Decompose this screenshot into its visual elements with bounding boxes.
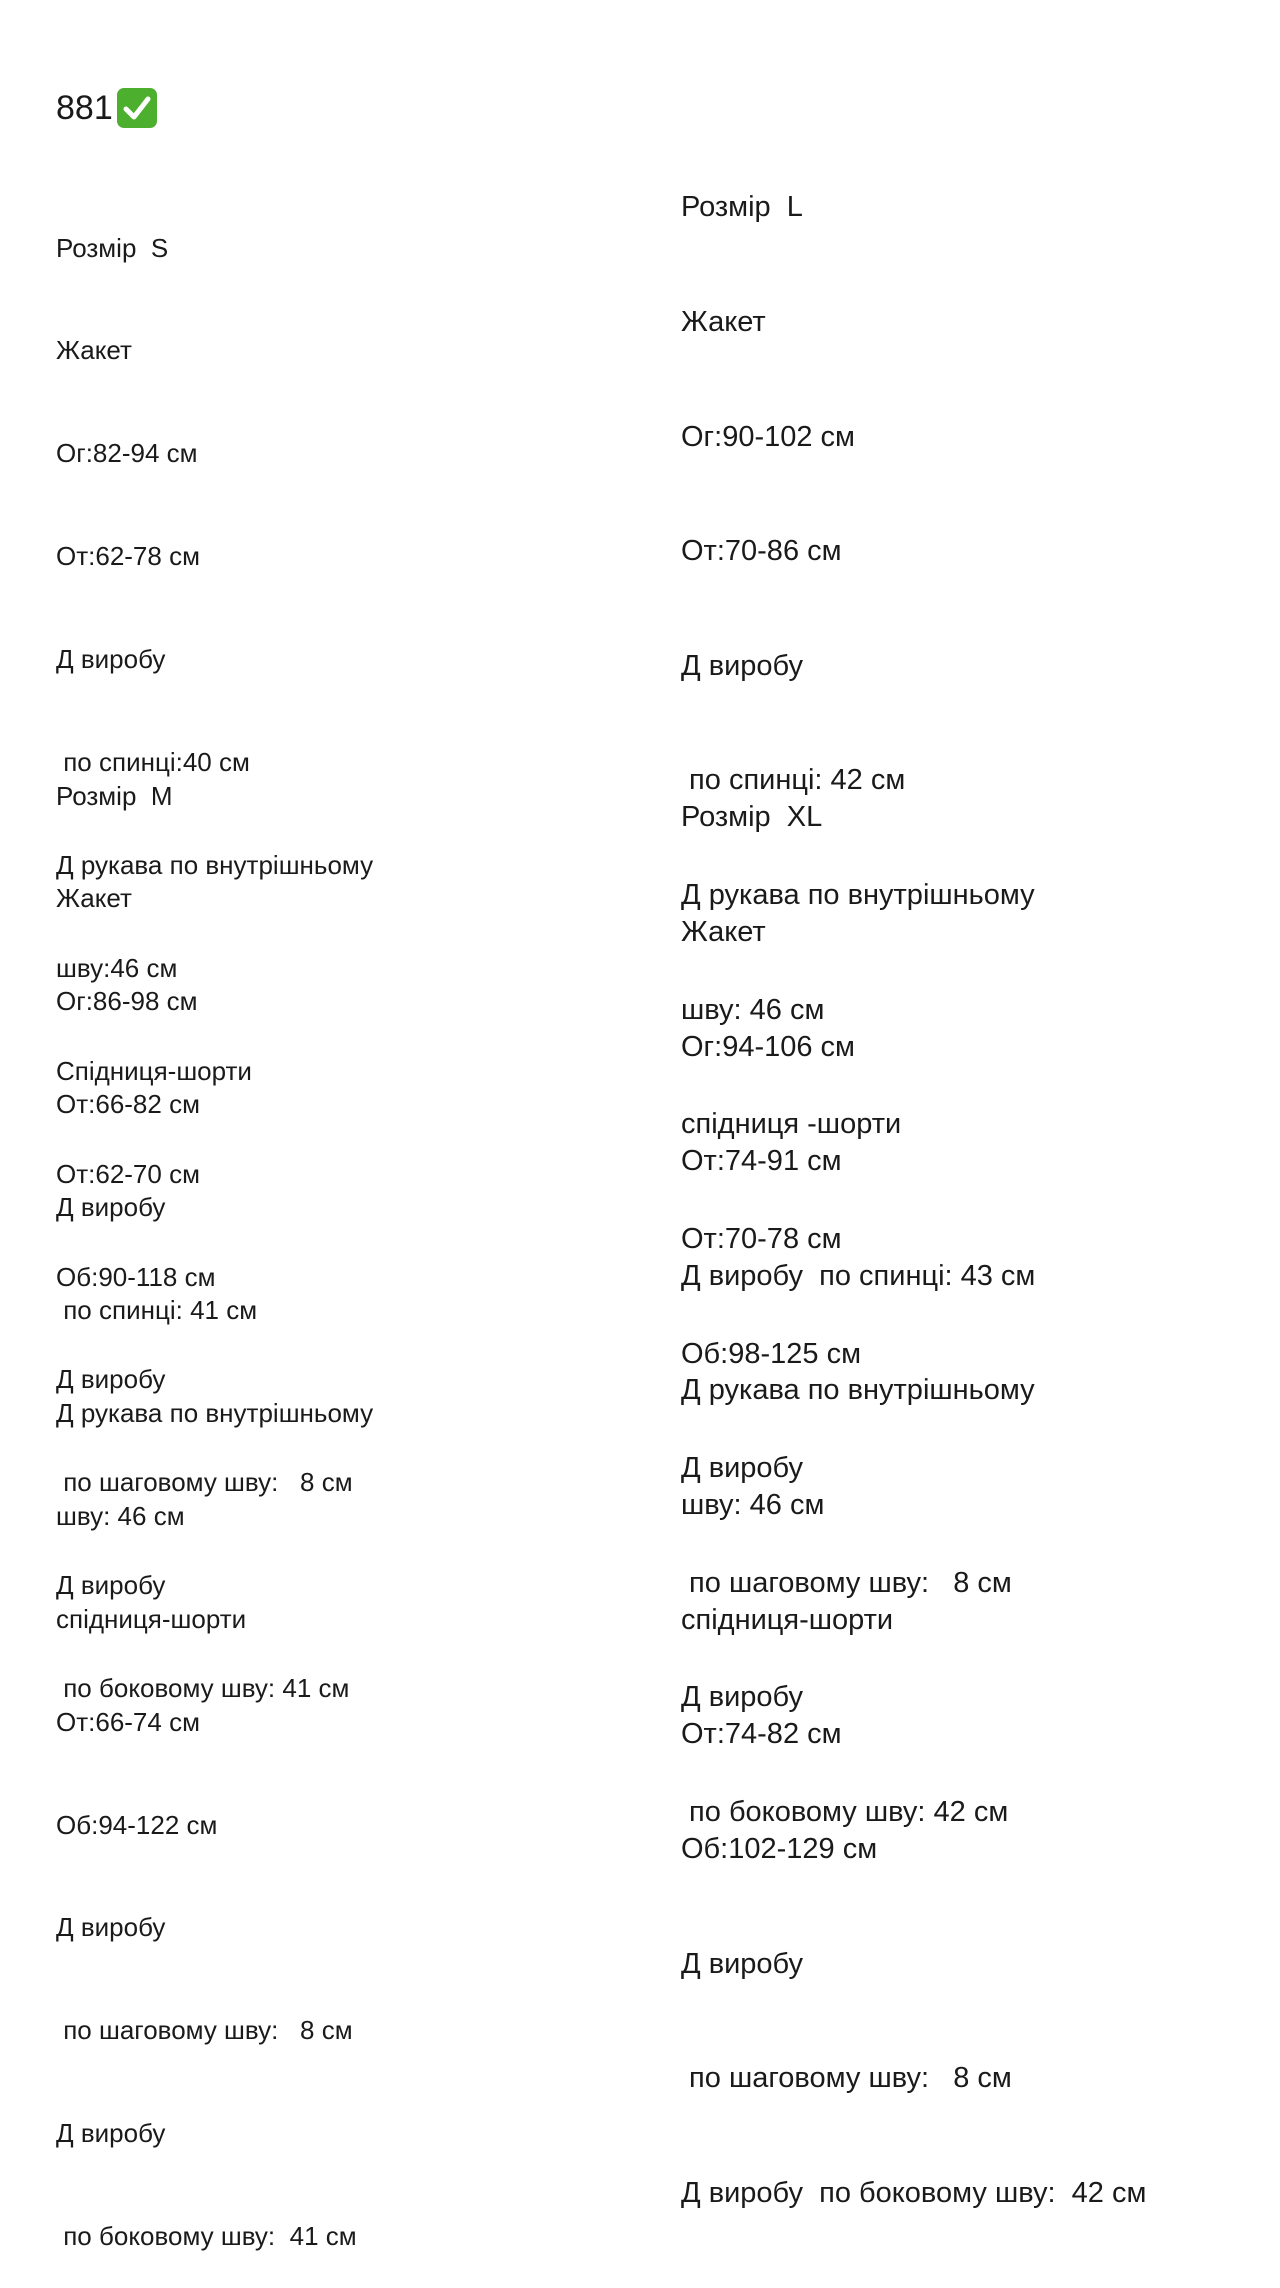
measurement-line: по шаговому шву: 8 см — [681, 2062, 1012, 2095]
measurement-line: шву:46 см — [56, 952, 178, 983]
measurement-line: Д виробу — [56, 1192, 166, 1223]
measurement-line: Ог:90-102 см — [681, 420, 855, 453]
measurement-line: Об:98-125 см — [681, 1337, 862, 1370]
measurement-line: по спинці: 41 см — [56, 1295, 258, 1326]
measurement-line: От:74-82 см — [681, 1718, 842, 1751]
measurement-line: Об:94-122 см — [56, 1809, 218, 1840]
measurement-line: по спинці:40 см — [56, 747, 250, 778]
measurement-line: Спідниця-шорти — [56, 1055, 252, 1086]
measurement-line: Д виробу — [56, 1364, 166, 1395]
measurement-line: Об:90-118 см — [56, 1261, 216, 1292]
measurement-line: спідниця-шорти — [681, 1603, 894, 1636]
measurement-line: Жакет — [56, 883, 132, 914]
size-title: Розмір M — [56, 780, 173, 811]
measurement-line: Д виробу — [56, 1570, 166, 1601]
measurement-line: От:66-82 см — [56, 1089, 200, 1120]
measurement-line: От:70-78 см — [681, 1222, 842, 1255]
measurement-line: Об:102-129 см — [681, 1832, 878, 1865]
measurement-line: Жакет — [56, 335, 132, 366]
size-block-m — [56, 710, 373, 2288]
measurement-line: От:74-91 см — [681, 1145, 842, 1178]
measurement-line: Жакет — [681, 306, 766, 339]
measurement-line: Д виробу — [56, 644, 166, 675]
measurement-line: Д виробу по спинці: 43 см — [681, 1259, 1036, 1292]
measurement-line: Д виробу — [56, 1912, 166, 1943]
measurement-line: шву: 46 см — [681, 1489, 825, 1522]
measurement-line: От:66-74 см — [56, 1706, 200, 1737]
measurement-line: Д виробу — [681, 1681, 804, 1714]
measurement-line: по спинці: 42 см — [681, 764, 906, 797]
measurement-line: Д виробу — [681, 649, 804, 682]
measurement-line: Д виробу по боковому шву: 42 см — [681, 2176, 1147, 2209]
measurement-line: Д рукава по внутрішньому — [56, 849, 374, 880]
measurement-line: Д рукава по внутрішньому — [56, 1397, 374, 1428]
measurement-line: спідниця -шорти — [681, 1108, 902, 1141]
measurement-line: От:70-86 см — [681, 535, 842, 568]
measurement-line: Д виробу — [681, 1452, 804, 1485]
measurement-line: Д рукава по внутрішньому — [681, 879, 1035, 912]
size-block-xl — [681, 722, 1146, 2250]
measurement-line: Жакет — [681, 916, 766, 949]
measurement-line: шву: 46 см — [681, 993, 825, 1026]
measurement-line: Ог:94-106 см — [681, 1030, 855, 1063]
measurement-line: Д рукава по внутрішньому — [681, 1374, 1035, 1407]
measurement-line: Ог:82-94 см — [56, 438, 198, 469]
measurement-line: спідниця-шорти — [56, 1603, 247, 1634]
measurement-line: по шаговому шву: 8 см — [56, 1467, 353, 1498]
measurement-line: по шаговому шву: 8 см — [56, 2015, 353, 2046]
measurement-line: Ог:86-98 см — [56, 986, 198, 1017]
measurement-line: Д виробу — [56, 2118, 166, 2149]
document-title — [56, 84, 157, 132]
measurement-line: От:62-70 см — [56, 1158, 200, 1189]
measurement-line: по боковому шву: 41 см — [56, 2221, 357, 2252]
article-number: 881 — [56, 89, 113, 127]
measurement-line: От:62-78 см — [56, 541, 200, 572]
size-title: Розмір L — [681, 191, 803, 224]
measurement-line: по боковому шву: 41 см — [56, 1673, 350, 1704]
measurement-line: по шаговому шву: 8 см — [681, 1566, 1012, 1599]
measurement-line: Д виробу — [681, 1947, 804, 1980]
measurement-line: по боковому шву: 42 см — [681, 1795, 1009, 1828]
size-title: Розмір XL — [681, 801, 823, 834]
size-title: Розмір S — [56, 232, 169, 263]
measurement-line: шву: 46 см — [56, 1500, 185, 1531]
check-mark-button-icon — [117, 88, 157, 128]
